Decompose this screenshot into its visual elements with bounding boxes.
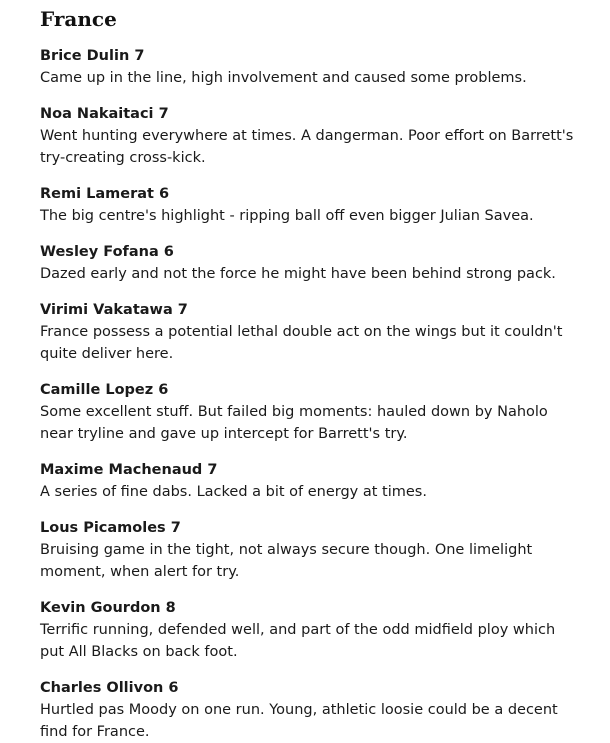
player-name: Camille Lopez 6 [40, 382, 169, 398]
player-entry [40, 460, 582, 503]
player-name: Virimi Vakatawa 7 [40, 302, 188, 318]
player-name: Charles Ollivon 6 [40, 680, 179, 696]
player-entry [40, 242, 582, 285]
player-name: Noa Nakaitaci 7 [40, 106, 169, 122]
player-comment: The big centre's highlight - ripping ball off even bigger Julian Savea. [40, 208, 534, 224]
player-comment: A series of fine dabs. Lacked a bit of energy at times. [40, 484, 427, 500]
player-comment: Dazed early and not the force he might have been behind strong pack. [40, 266, 556, 282]
player-entry [40, 518, 582, 583]
player-entry [40, 46, 582, 89]
player-entry [40, 678, 582, 743]
player-name: Wesley Fofana 6 [40, 244, 174, 260]
player-comment: Bruising game in the tight, not always secure though. One limelight moment, when alert for try. [40, 542, 533, 580]
player-entry [40, 104, 582, 169]
player-comment: Came up in the line, high involvement and caused some problems. [40, 70, 527, 86]
player-name: Kevin Gourdon 8 [40, 600, 176, 616]
player-entry [40, 598, 582, 663]
player-name: Maxime Machenaud 7 [40, 462, 218, 478]
player-comment: Hurtled pas Moody on one run. Young, athletic loosie could be a decent find for France. [40, 702, 558, 740]
player-entry [40, 300, 582, 365]
player-comment: Some excellent stuff. But failed big moments: hauled down by Naholo near tryline and gave up intercept for Barrett's try. [40, 404, 548, 442]
player-comment: Terrific running, defended well, and part of the odd midfield ploy which put All Blacks on back foot. [40, 622, 556, 660]
player-name: Brice Dulin 7 [40, 48, 145, 64]
player-name: Remi Lamerat 6 [40, 186, 170, 202]
player-comment: France possess a potential lethal double act on the wings but it couldn't quite deliver here. [40, 324, 563, 362]
section-title: France [40, 7, 117, 31]
player-name: Lous Picamoles 7 [40, 520, 181, 536]
player-entry [40, 380, 582, 445]
player-comment: Went hunting everywhere at times. A dangerman. Poor effort on Barrett's try-creating cross-kick. [40, 128, 574, 166]
player-entry [40, 184, 582, 227]
